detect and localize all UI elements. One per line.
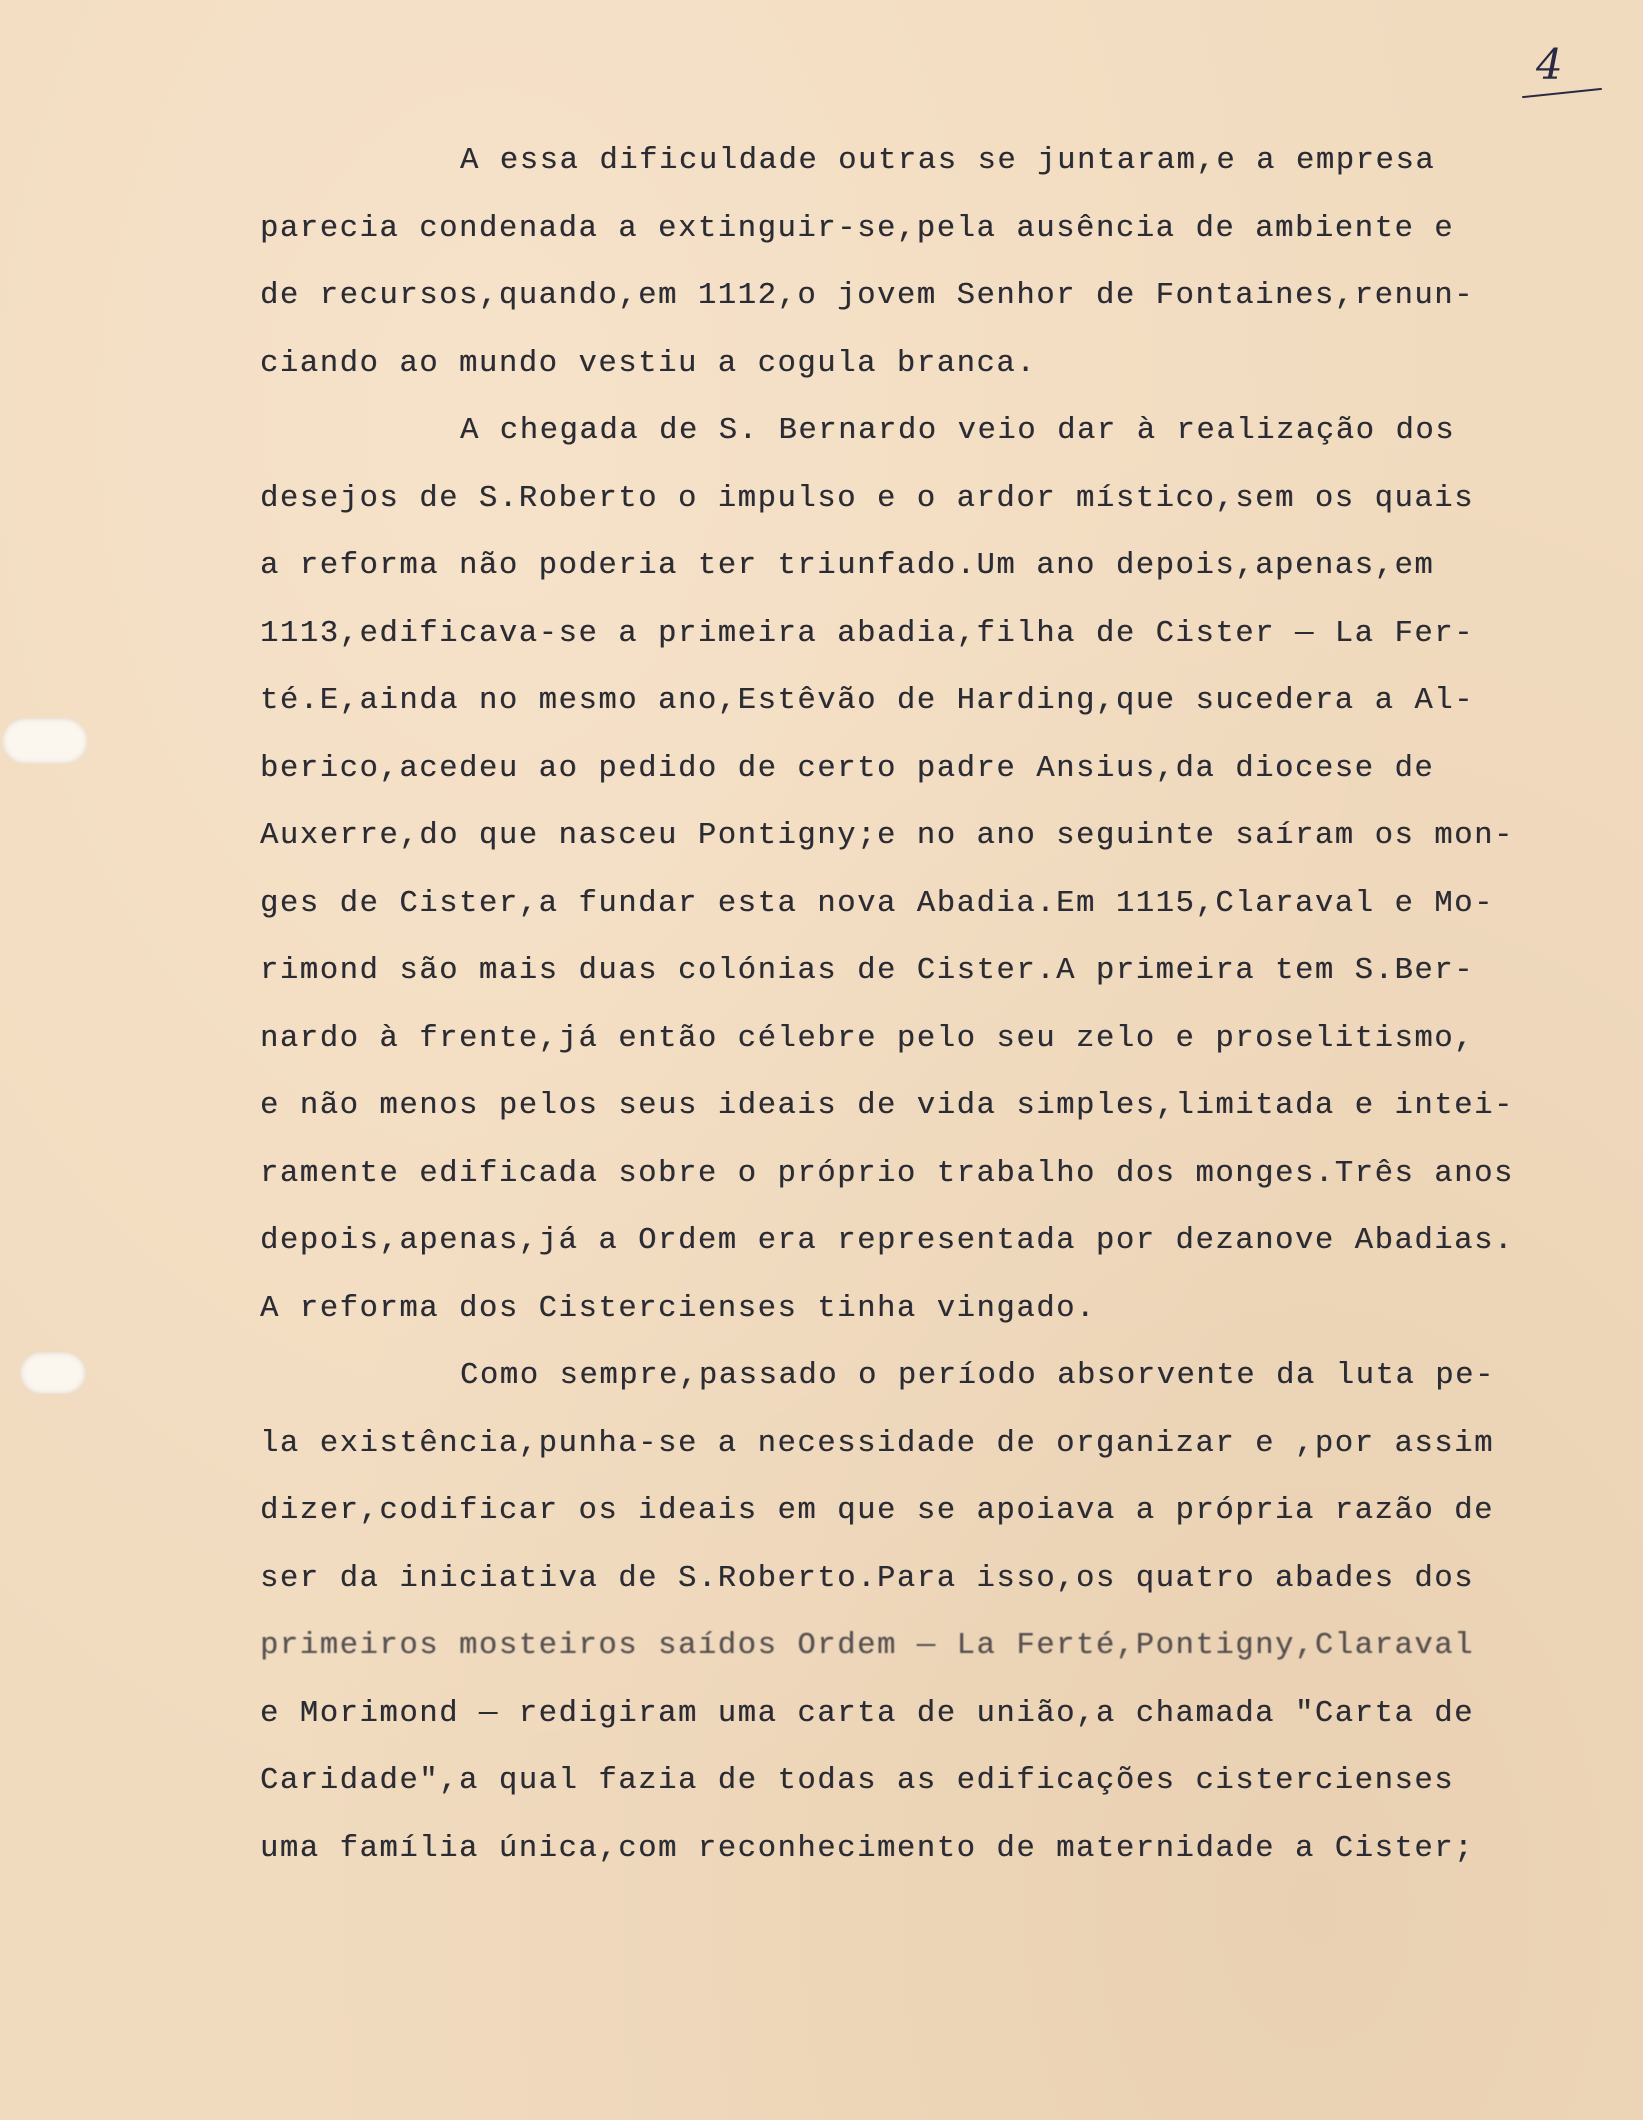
text-line: la existência,punha-se a necessidade de organizar e ,por assim [260,1426,1494,1461]
text-line: desejos de S.Roberto o impulso e o ardor místico,sem os quais [260,481,1475,516]
text-line: uma família única,com reconhecimento de maternidade a Cister; [260,1831,1475,1866]
text-line: depois,apenas,já a Ordem era representada por dezanove Abadias. [260,1224,1514,1258]
text-line: de recursos,quando,em 1112,o jovem Senhor de Fontaines,renun- [260,279,1475,313]
text-line: ges de Cister,a fundar esta nova Abadia.Em 1115,Claraval e Mo- [260,886,1494,921]
text-line: ramente edificada sobre o próprio trabalho dos monges.Três anos [260,1156,1514,1191]
page-number: 4 [1536,40,1563,89]
text-line: 1113,edificava-se a primeira abadia,filha de Cister — La Fer- [260,616,1475,651]
text-line: e não menos pelos seus ideais de vida simples,limitada e intei- [260,1089,1514,1123]
text-line: Caridade",a qual fazia de todas as edificações cistercienses [260,1764,1455,1798]
text-line: Como sempre,passado o período absorvente da luta pe- [460,1359,1495,1393]
text-line: A reforma dos Cistercienses tinha vingado. [260,1291,1096,1326]
text-line: A chegada de S. Bernardo veio dar à realização dos [460,414,1456,448]
punch-hole [2,718,88,764]
text-line: rimond são mais duas colónias de Cister.A primeira tem S.Ber- [260,954,1475,988]
text-line: dizer,codificar os ideais em que se apoiava a própria razão de [260,1494,1494,1528]
text-line: a reforma não poderia ter triunfado.Um ano depois,apenas,em [260,549,1435,583]
text-line: parecia condenada a extinguir-se,pela ausência de ambiente e [260,211,1455,246]
punch-hole [20,1352,86,1394]
text-line: ser da iniciativa de S.Roberto.Para isso,os quatro abades dos [260,1561,1475,1596]
page-number-underline [1522,88,1602,98]
text-line: e Morimond — redigiram uma carta de união,a chamada "Carta de [260,1696,1475,1731]
text-line: té.E,ainda no mesmo ano,Estêvão de Harding,que sucedera a Al- [260,684,1475,718]
text-line: ciando ao mundo vestiu a cogula branca. [260,346,1037,381]
text-line: primeiros mosteiros saídos Ordem — La Ferté,Pontigny,Claraval [260,1629,1475,1663]
text-line: nardo à frente,já então célebre pelo seu zelo e proselitismo, [260,1021,1475,1056]
text-line: A essa dificuldade outras se juntaram,e a empresa [460,144,1436,178]
text-line: Auxerre,do que nasceu Pontigny;e no ano seguinte saíram os mon- [260,819,1514,853]
text-line: berico,acedeu ao pedido de certo padre Ansius,da diocese de [260,751,1435,786]
typewritten-body [260,128,1560,1883]
